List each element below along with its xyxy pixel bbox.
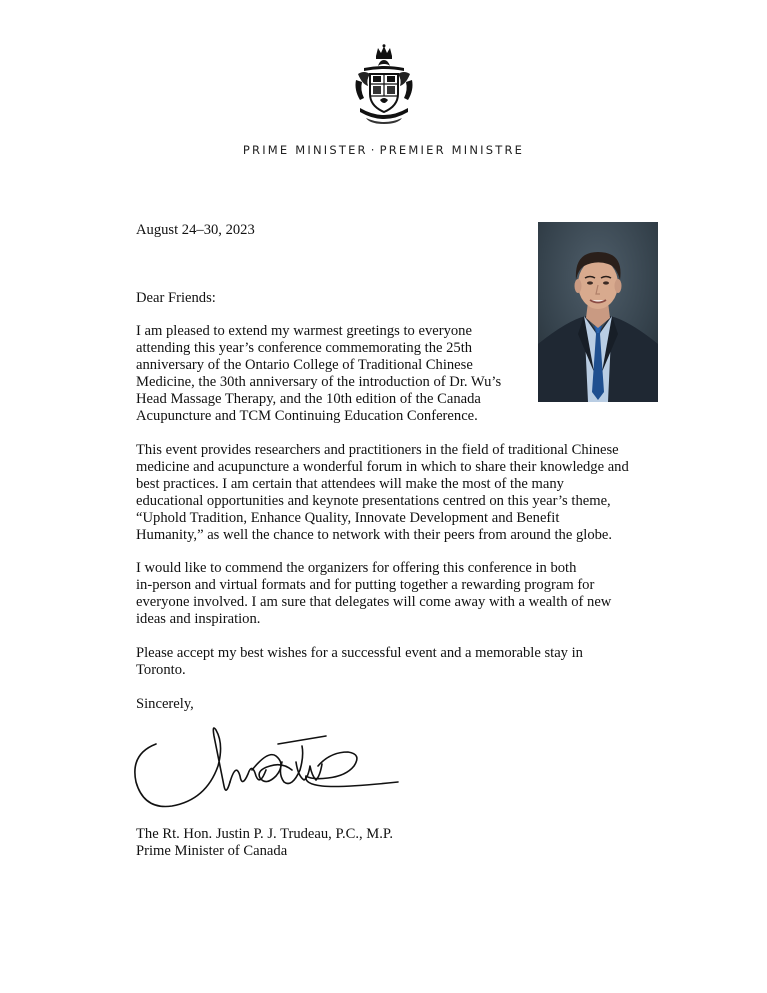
portrait-photo [538,222,658,402]
paragraph-2 [136,442,629,544]
paragraph-line: medicine and acupuncture a wonderful forum in which to share their knowledge and [136,459,629,475]
paragraph-3 [136,560,611,628]
paragraph-line: Humanity,” as well the chance to network with their peers from around the globe. [136,527,613,543]
salutation: Dear Friends: [136,290,216,306]
paragraph-line: educational opportunities and keynote presentations centred on this year’s theme, [136,493,611,509]
paragraph-line: I would like to commend the organizers for offering this conference in both [136,560,577,576]
signatory-block [136,826,393,860]
paragraph-line: everyone involved. I am sure that delegates will come away with a wealth of new [136,594,612,610]
paragraph-line: anniversary of the Ontario College of Traditional Chinese [136,357,473,373]
letterhead-separator: · [370,143,377,157]
letterhead-french: PREMIER MINISTRE [379,143,525,157]
paragraph-line: Head Massage Therapy, and the 10th edition of the Canada [136,391,481,407]
paragraph-line: This event provides researchers and practitioners in the field of traditional Chinese [136,442,619,458]
paragraph-line: Toronto. [136,662,186,678]
paragraph-line: I am pleased to extend my warmest greetings to everyone [136,323,472,339]
letterhead-english: PRIME MINISTER [242,143,368,157]
paragraph-line: Medicine, the 30th anniversary of the introduction of Dr. Wu’s [136,374,502,390]
paragraph-line: Acupuncture and TCM Continuing Education Conference. [136,408,478,424]
paragraph-line: best practices. I am certain that attendees will make the most of the many [136,476,564,492]
paragraph-1 [136,323,501,425]
paragraph-line: ideas and inspiration. [136,611,261,627]
coat-of-arms-icon [352,44,416,126]
paragraph-line: in-person and virtual formats and for putting together a rewarding program for [136,577,595,593]
signatory-name: The Rt. Hon. Justin P. J. Trudeau, P.C., M.P. [136,826,394,842]
paragraph-4 [136,645,583,679]
paragraph-line: “Uphold Tradition, Enhance Quality, Innovate Development and Benefit [136,510,560,526]
letter-date: August 24–30, 2023 [136,222,255,238]
paragraph-line: attending this year’s conference commemorating the 25th [136,340,473,356]
letterhead-title [0,143,767,157]
handwritten-signature [132,726,400,812]
closing: Sincerely, [136,696,194,712]
signatory-title: Prime Minister of Canada [136,843,288,859]
paragraph-line: Please accept my best wishes for a successful event and a memorable stay in [136,645,583,661]
